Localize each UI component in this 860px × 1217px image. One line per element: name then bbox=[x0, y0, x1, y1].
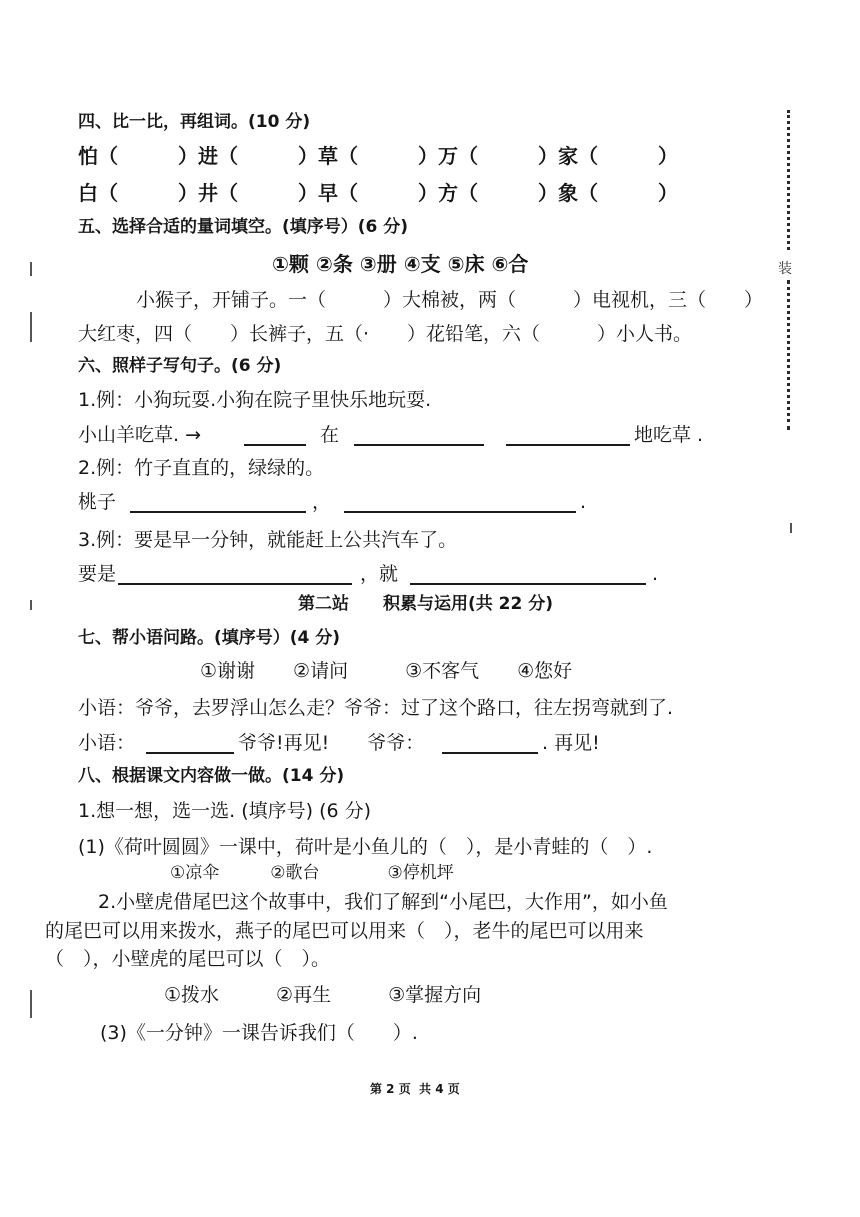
answer-blank[interactable] bbox=[244, 444, 306, 446]
section-8-title: 八、根据课文内容做一做。(14 分) bbox=[78, 766, 345, 786]
question-2-end: . bbox=[580, 491, 587, 513]
question-8-2-line-2: 的尾巴可以用来拨水，燕子的尾巴可以用来（ ），老牛的尾巴可以用来 bbox=[45, 920, 644, 942]
station-2-heading: 第二站 积累与运用(共 22 分) bbox=[298, 594, 554, 614]
question-2-start: 桃子 bbox=[78, 491, 117, 513]
example-2: 2.例：竹子直直的，绿绿的。 bbox=[78, 457, 325, 479]
answer-blank[interactable] bbox=[146, 752, 234, 754]
answer-blank[interactable] bbox=[354, 444, 484, 446]
question-8-2-line-1: 2.小壁虎借尾巴这个故事中，我们了解到“小尾巴，大作用”，如小鱼 bbox=[98, 891, 668, 913]
edge-mark bbox=[30, 262, 32, 276]
question-1-start: 小山羊吃草. → bbox=[78, 424, 201, 446]
question-8-2-options: ①拨水 ②再生 ③掌握方向 bbox=[164, 984, 482, 1006]
example-3: 3.例：要是早一分钟，就能赶上公共汽车了。 bbox=[78, 529, 458, 551]
edge-mark bbox=[30, 600, 32, 610]
page-footer: 第 2 页 共 4 页 bbox=[370, 1082, 460, 1096]
section-5-line-1: 小猴子，开铺子。一（ ）大棉被，两（ ）电视机，三（ ） bbox=[136, 289, 764, 311]
section-4-row-1: 怕（ ）进（ ）草（ ）万（ ）家（ ） bbox=[78, 144, 678, 168]
dialog-line-2-mid: 爷爷!再见! 爷爷： bbox=[238, 732, 425, 754]
question-3-end: . bbox=[652, 563, 659, 585]
answer-blank[interactable] bbox=[344, 511, 576, 513]
section-8-subtitle: 1.想一想，选一选. (填序号) (6 分) bbox=[78, 800, 372, 822]
dialog-line-2-start: 小语： bbox=[78, 732, 136, 754]
section-4-row-2: 白（ ）井（ ）早（ ）方（ ）象（ ） bbox=[78, 181, 678, 205]
section-4-title: 四、比一比，再组词。(10 分) bbox=[78, 112, 311, 132]
answer-blank[interactable] bbox=[410, 583, 646, 585]
edge-mark bbox=[30, 990, 32, 1018]
question-8-2-line-3: （ ），小壁虎的尾巴可以（ ）。 bbox=[45, 948, 331, 970]
question-3-mid: ，就 bbox=[360, 563, 399, 585]
example-1: 1.例：小狗玩耍.小狗在院子里快乐地玩耍. bbox=[78, 389, 432, 411]
section-7-options: ①谢谢 ②请问 ③不客气 ④您好 bbox=[200, 660, 573, 682]
section-7-title: 七、帮小语问路。(填序号）(4 分) bbox=[78, 628, 341, 648]
dialog-line-1: 小语：爷爷，去罗浮山怎么走？爷爷：过了这个路口，往左拐弯就到了. bbox=[78, 697, 674, 719]
binding-dotted-line bbox=[787, 110, 790, 250]
question-3-start: 要是 bbox=[78, 563, 117, 585]
answer-blank[interactable] bbox=[506, 444, 630, 446]
section-5-title: 五、选择合适的量词填空。(填序号）(6 分) bbox=[78, 217, 409, 237]
section-6-title: 六、照样子写句子。(6 分) bbox=[78, 356, 282, 376]
question-1-mid: 在 bbox=[320, 424, 340, 446]
binding-margin-mark: 装 bbox=[778, 261, 792, 277]
edge-mark bbox=[30, 312, 32, 342]
question-8-1-options: ①凉伞 ②歌台 ③停机坪 bbox=[170, 863, 454, 883]
answer-blank[interactable] bbox=[130, 511, 306, 513]
edge-mark bbox=[790, 523, 792, 533]
question-8-3: (3)《一分钟》一课告诉我们（ ）. bbox=[100, 1022, 418, 1044]
section-5-line-2: 大红枣，四（ ）长裤子，五（· ）花铅笔，六（ ）小人书。 bbox=[78, 323, 693, 345]
binding-dotted-line bbox=[787, 280, 790, 430]
answer-blank[interactable] bbox=[442, 752, 538, 754]
dialog-line-2-end: . 再见! bbox=[542, 732, 600, 754]
question-8-1: (1)《荷叶圆圆》一课中，荷叶是小鱼儿的（ ），是小青蛙的（ ）. bbox=[78, 836, 653, 858]
section-5-options: ①颗 ②条 ③册 ④支 ⑤床 ⑥合 bbox=[272, 252, 529, 276]
question-2-mid: ， bbox=[312, 491, 332, 513]
question-1-end: 地吃草 . bbox=[634, 424, 704, 446]
answer-blank[interactable] bbox=[118, 583, 352, 585]
